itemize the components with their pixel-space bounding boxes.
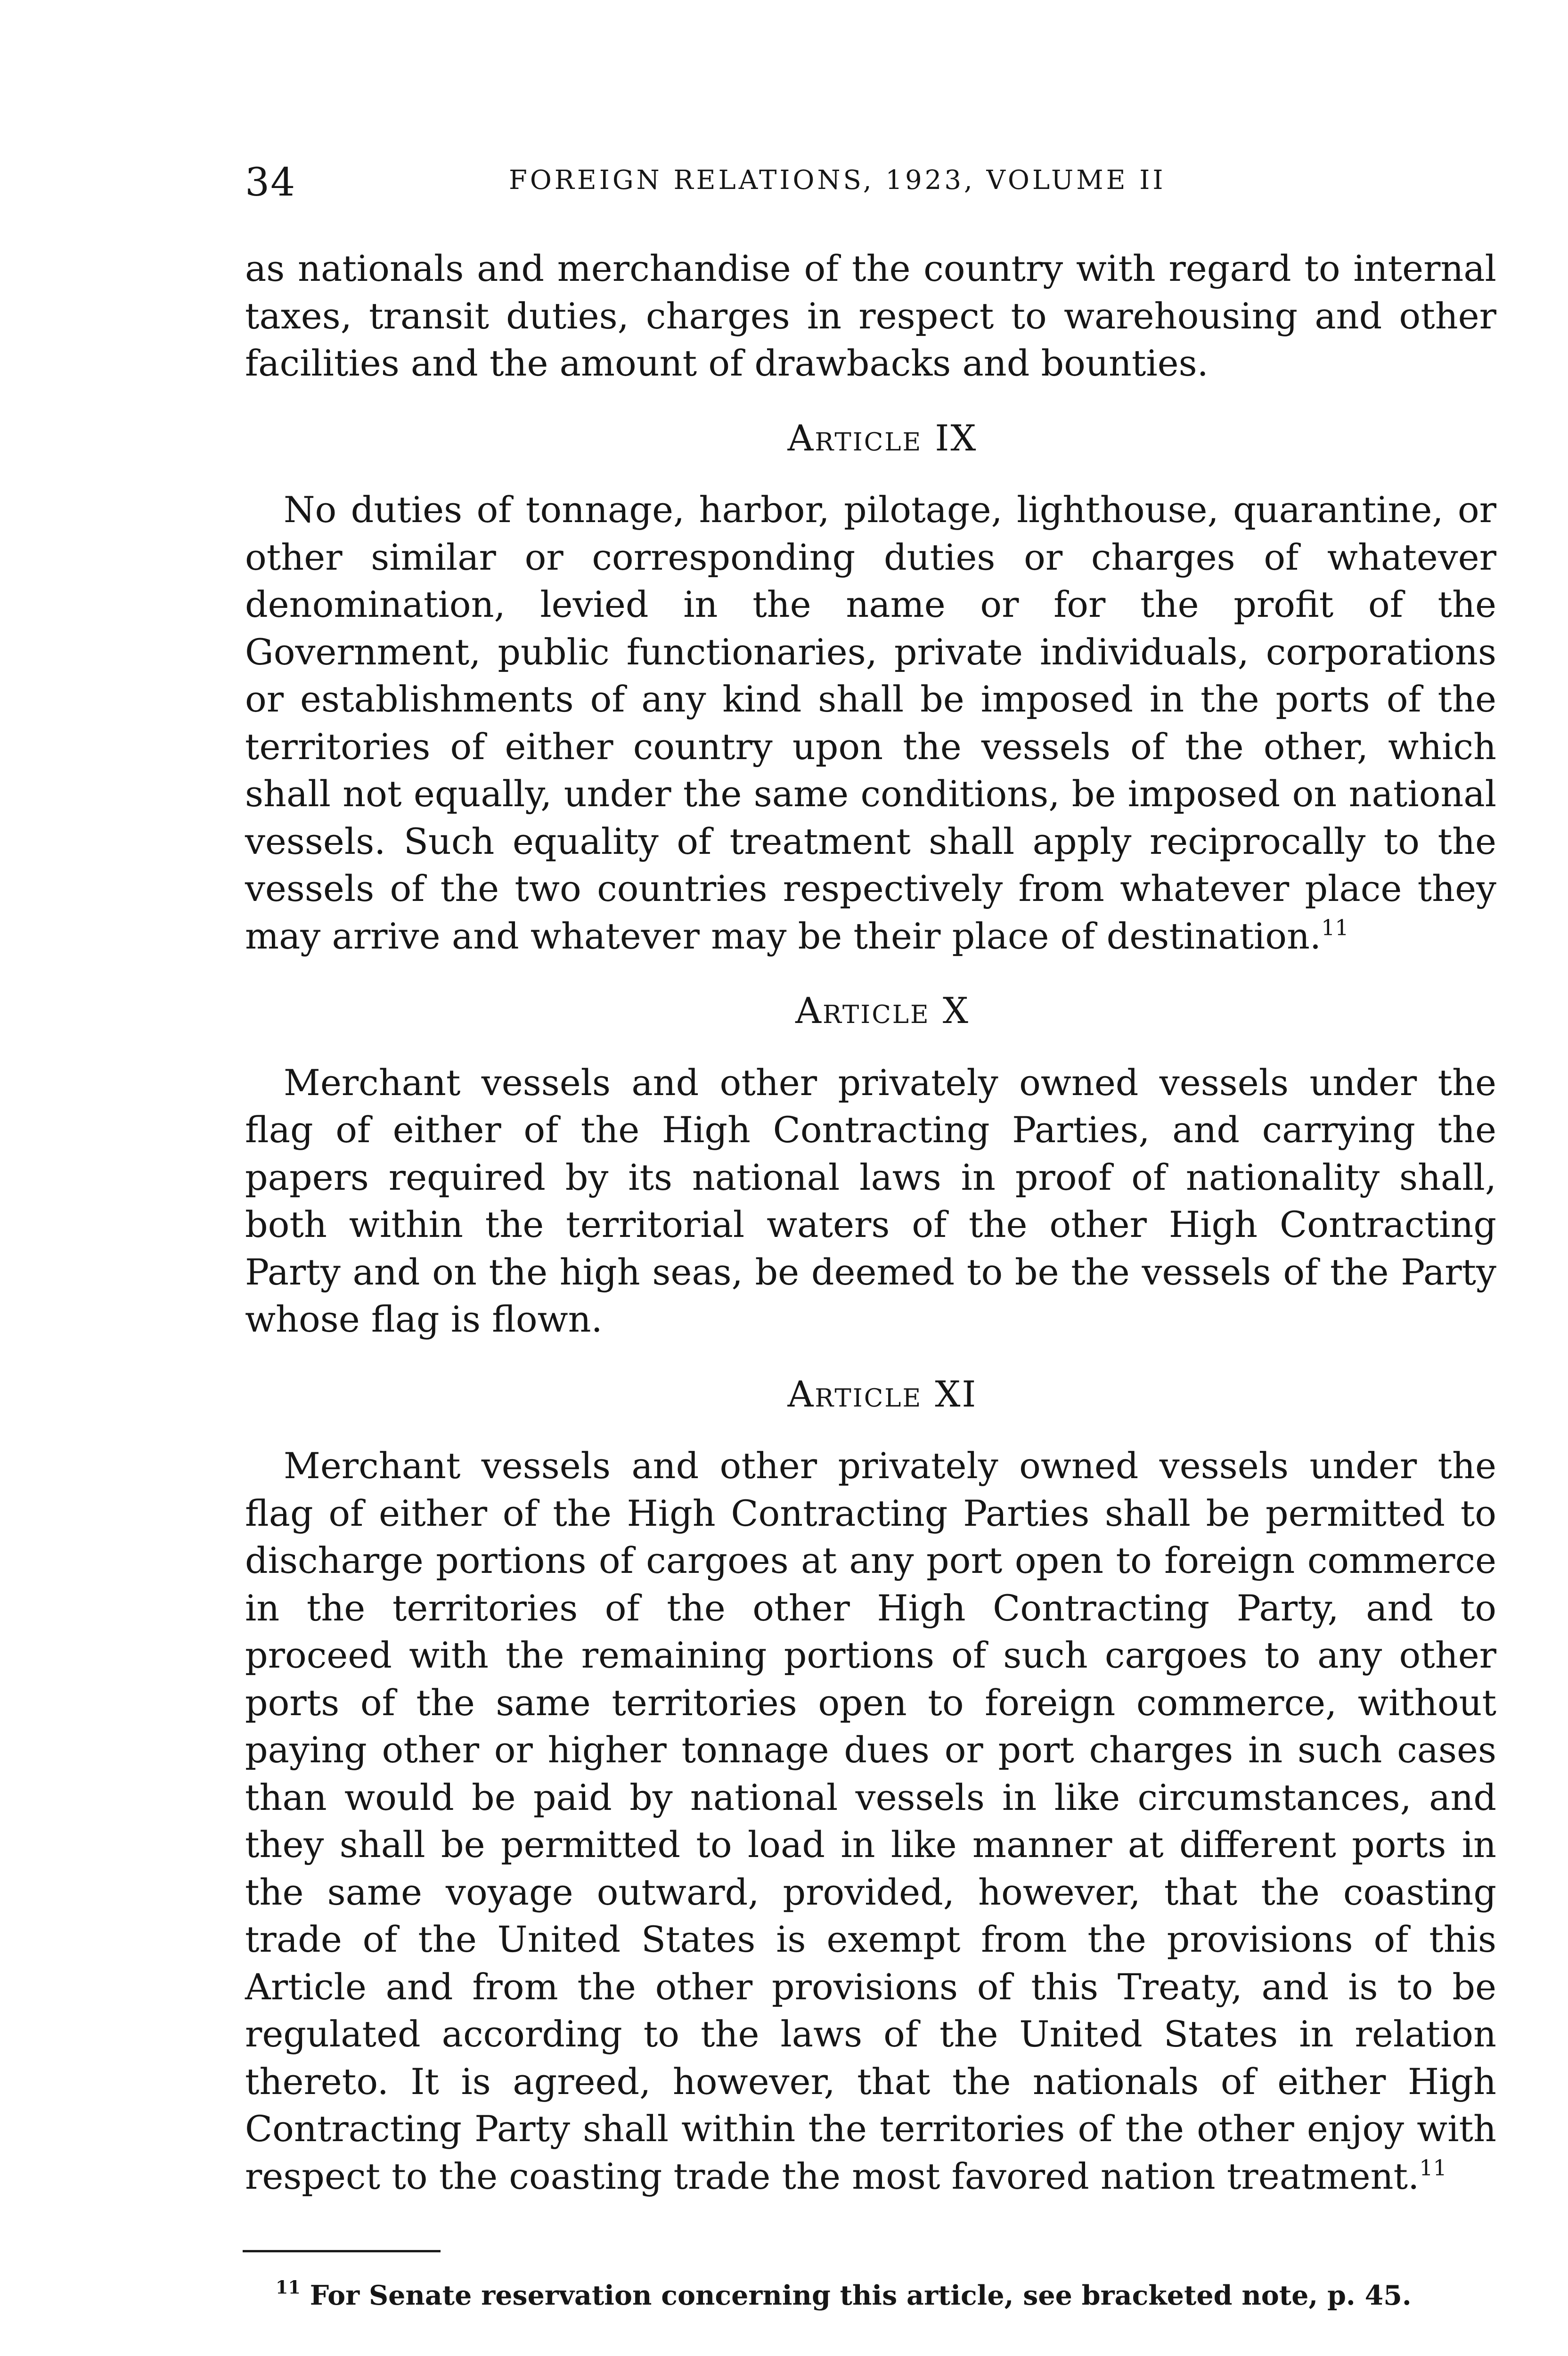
footnote-text: For Senate reservation concerning this article, see bracketed note, p. 45. (310, 2280, 1412, 2311)
footnote-rule (243, 2250, 441, 2252)
article-x-heading (245, 987, 1496, 1035)
continuation-paragraph (245, 245, 1496, 387)
article-xi-paragraph (245, 1442, 1496, 2200)
article-ix-heading (245, 415, 1496, 462)
article-xi-numeral: XI (935, 1373, 978, 1415)
page-header (245, 160, 1508, 217)
article-x-text: Merchant vessels and other privately owned vessels under the flag of either of the High Contracting Parties, and carrying the papers required by its national laws in proof of nationality shall, both within the territorial waters of the other High Contracting Party and on the high seas, be deemed to be the vessels of the Party whose flag is flown. (245, 1061, 1496, 1340)
article-xi-word: Article (787, 1373, 923, 1415)
footnote (276, 2277, 1482, 2315)
article-x-paragraph (245, 1059, 1496, 1343)
footnote-ref-article-ix: 11 (1321, 914, 1349, 940)
continuation-text: as nationals and merchandise of the country with regard to internal taxes, transit duties, charges in respect to warehousing and other facilities and the amount of drawbacks and bounties. (245, 247, 1496, 384)
footnote-ref-article-xi: 11 (1419, 2154, 1447, 2180)
article-xi-heading (245, 1371, 1496, 1418)
article-x-numeral: X (942, 990, 970, 1031)
running-head: FOREIGN RELATIONS, 1923, VOLUME II (509, 165, 1166, 196)
article-ix-word: Article (787, 417, 923, 459)
footnote-marker: 11 (276, 2276, 301, 2298)
body-text (245, 245, 1496, 2200)
article-xi-text: Merchant vessels and other privately owned vessels under the flag of either of the High Contracting Parties shall be permitted to discharge portions of cargoes at any port open to foreign commerce in the territories of the other High Contracting Party, and to proceed with the remaining portions of such cargoes to any other ports of the same territories open to foreign commerce, without paying other or higher tonnage dues or port charges in such cases than would be paid by national vessels in like circumstances, and they shall be permitted to load in like manner at different ports in the same voyage outward, provided, however, that the coasting trade of the United States is exempt from the provisions of this Article and from the other provisions of this Treaty, and is to be regulated according to the laws of the United States in relation thereto. It is agreed, however, that the nationals of either High Contracting Party shall within the territories of the other enjoy with respect to the coasting trade the most favored nation treatment. (245, 1445, 1496, 2197)
article-ix-text: No duties of tonnage, harbor, pilotage, lighthouse, quarantine, or other similar or corresponding duties or charges of whatever denomination, levied in the name or for the profit of the Government, public functionaries, private individuals, corporations or establishments of any kind shall be imposed in the ports of the territories of either country upon the vessels of the other, which shall not equally, under the same conditions, be imposed on national vessels. Such equality of treatment shall apply reciprocally to the vessels of the two countries respectively from whatever place they may arrive and whatever may be their place of destination. (245, 489, 1496, 957)
article-ix-paragraph (245, 486, 1496, 960)
page-number: 34 (245, 160, 296, 205)
article-x-word: Article (795, 990, 930, 1031)
article-ix-numeral: IX (935, 417, 978, 459)
